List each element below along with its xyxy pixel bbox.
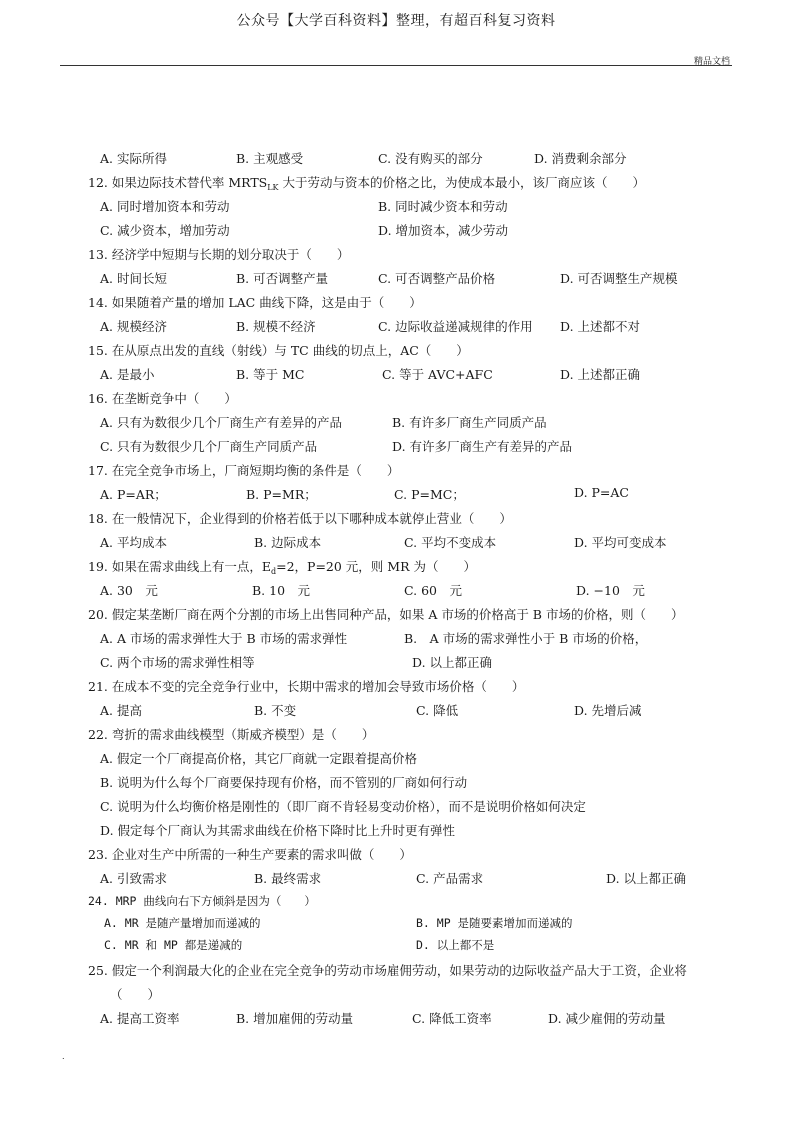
option-d: D. 增加资本，减少劳动 (378, 223, 509, 238)
option-a: A. 提高 (100, 703, 142, 718)
option-c: C. 产品需求 (416, 871, 484, 886)
option-b: B. 同时减少资本和劳动 (378, 199, 508, 214)
question-text: 12. 如果边际技术替代率 $MRTS_{LK}$ 大于劳动与资本的价格之比，为使成本最小，该厂商应该（ ） (88, 175, 645, 192)
option-c: C. 可否调整产品价格 (378, 271, 496, 286)
question-text: 17. 在完全竞争市场上，厂商短期均衡的条件是（ ） (88, 463, 400, 478)
option-c: C. 说明为什么均衡价格是刚性的（即厂商不肯轻易变动价格），而不是说明价格如何决定 (100, 799, 586, 814)
option-a: A. 时间长短 (100, 271, 167, 286)
question-text: 21. 在成本不变的完全竞争行业中，长期中需求的增加会导致市场价格（ ） (88, 679, 525, 694)
option-d: D. 平均可变成本 (574, 535, 667, 550)
option-b: B. 有许多厂商生产同质产品 (392, 415, 547, 430)
option-d: D. 有许多厂商生产有差异的产品 (392, 439, 573, 454)
option-b: B. 可否调整产量 (236, 271, 329, 286)
option-a: A. A 市场的需求弹性大于 B 市场的需求弹性 (100, 631, 348, 646)
option-c: C. MR 和 MP 都是递减的 (104, 938, 243, 952)
option-d: D. 上述都正确 (560, 367, 641, 382)
option-d: D. 先增后减 (574, 703, 642, 718)
option-d: D. 减少雇佣的劳动量 (548, 1011, 666, 1026)
option-a: A. P=AR； (100, 487, 167, 502)
option-b: B. 10 元 (252, 583, 311, 598)
option-b: B. 主观感受 (236, 151, 304, 166)
option-a: A. 引致需求 (100, 871, 167, 886)
option-a: A. 30 元 (100, 583, 158, 598)
option-a: A. MR 是随产量增加而递减的 (104, 916, 261, 930)
header-label: 精品文档 (693, 57, 730, 67)
option-b: B. 说明为什么每个厂商要保持现有价格，而不管别的厂商如何行动 (100, 775, 468, 790)
option-a: A. 只有为数很少几个厂商生产有差异的产品 (100, 415, 342, 430)
option-d: D. 上述都不对 (560, 319, 641, 334)
option-a: A. 提高工资率 (100, 1011, 180, 1026)
option-c: C. 只有为数很少几个厂商生产同质产品 (100, 439, 318, 454)
option-d: D. 以上都正确 (412, 655, 493, 670)
option-b: B. 等于 MC (236, 367, 305, 382)
option-c: C. 两个市场的需求弹性相等 (100, 655, 255, 670)
question-text: 22. 弯折的需求曲线模型（斯威齐模型）是（ ） (88, 727, 375, 742)
option-b: B. MP 是随要素增加而递减的 (416, 916, 573, 930)
question-text: 16. 在垄断竞争中（ ） (88, 391, 237, 406)
option-d: D. 可否调整生产规模 (560, 271, 678, 286)
option-c: C. 没有购买的部分 (378, 151, 483, 166)
option-d: D. 假定每个厂商认为其需求曲线在价格下降时比上升时更有弹性 (100, 823, 456, 838)
footer-mark: . (62, 1052, 65, 1061)
option-b: B. 不变 (254, 703, 297, 718)
option-c: C. 边际收益递减规律的作用 (378, 319, 533, 334)
option-a: A. 假定一个厂商提高价格，其它厂商就一定跟着提高价格 (100, 751, 417, 766)
option-c: C. 平均不变成本 (404, 535, 497, 550)
option-c: C. 等于 AVC+AFC (382, 367, 493, 382)
header-rule (60, 65, 732, 66)
option-d: D. 以上都正确 (606, 871, 687, 886)
question-text: 15. 在从原点出发的直线（射线）与 TC 曲线的切点上，AC（ ） (88, 343, 469, 358)
option-c: C. 降低 (416, 703, 459, 718)
page-banner: 公众号【大学百科资料】整理，有超百科复习资料 (236, 13, 556, 29)
option-c: C. 60 元 (404, 583, 462, 598)
question-text: 25. 假定一个利润最大化的企业在完全竞争的劳动市场雇佣劳动，如果劳动的边际收益产品大于工资，企业将 (88, 963, 687, 978)
question-text: 19. 如果在需求曲线上有一点，$E_d=2$，P=20 元，则 MR 为（ ） (88, 559, 476, 576)
question-text: 24. MRP 曲线向右下方倾斜是因为（ ） (88, 894, 316, 908)
option-c: C. 降低工资率 (412, 1011, 492, 1026)
option-b: B. 规模不经济 (236, 319, 316, 334)
option-a: A. 同时增加资本和劳动 (100, 199, 230, 214)
option-c: C. P=MC； (394, 487, 465, 502)
question-text: 13. 经济学中短期与长期的划分取决于（ ） (88, 247, 350, 262)
option-b: B. P=MR； (246, 487, 317, 502)
option-b: B. A 市场的需求弹性小于 B 市场的价格， (404, 631, 648, 646)
question-text: 20. 假定某垄断厂商在两个分割的市场上出售同种产品，如果 A 市场的价格高于 B 市场的价格，则（ ） (88, 607, 684, 622)
option-d: D. 消费剩余部分 (534, 151, 627, 166)
option-d: D. P=AC (574, 485, 629, 500)
option-b: B. 边际成本 (254, 535, 322, 550)
answer-blank: （ ） (110, 987, 161, 1002)
question-text: 14. 如果随着产量的增加 LAC 曲线下降，这是由于（ ） (88, 295, 422, 310)
question-text: 23. 企业对生产中所需的一种生产要素的需求叫做（ ） (88, 847, 412, 862)
question-text: 18. 在一般情况下，企业得到的价格若低于以下哪种成本就停止营业（ ） (88, 511, 512, 526)
option-a: A. 实际所得 (100, 151, 167, 166)
option-c: C. 减少资本，增加劳动 (100, 223, 230, 238)
option-a: A. 规模经济 (100, 319, 167, 334)
option-b: B. 最终需求 (254, 871, 322, 886)
option-d: D. −10 元 (576, 583, 645, 598)
option-a: A. 平均成本 (100, 535, 167, 550)
option-d: D. 以上都不是 (416, 938, 495, 952)
option-b: B. 增加雇佣的劳动量 (236, 1011, 354, 1026)
option-a: A. 是最小 (100, 367, 155, 382)
